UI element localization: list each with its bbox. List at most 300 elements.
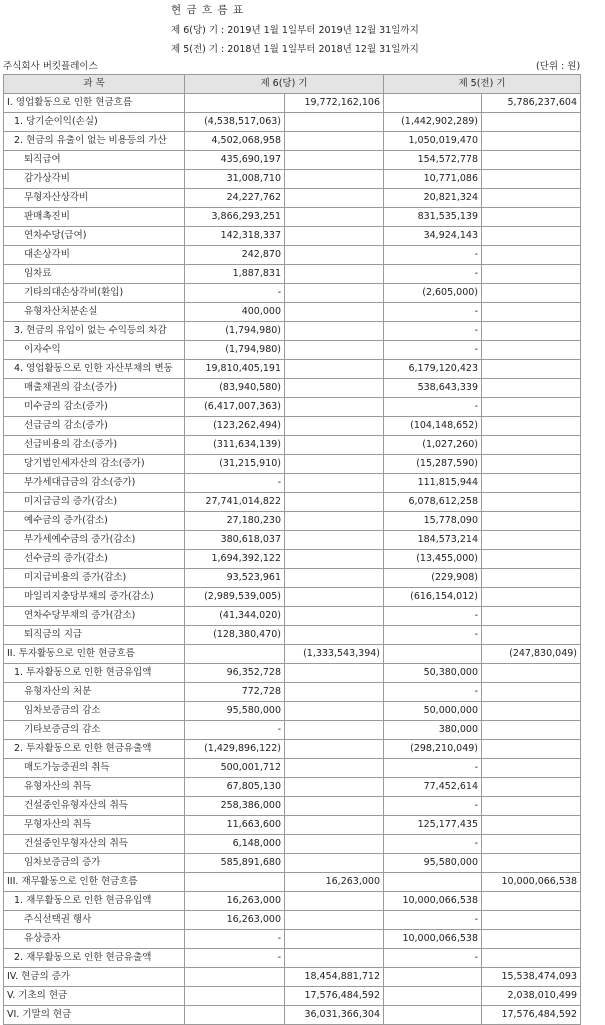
current-total-amount bbox=[285, 227, 384, 246]
prior-detail-amount: 1,050,019,470 bbox=[384, 132, 482, 151]
row-label: 미지급금의 증가(감소) bbox=[4, 493, 185, 512]
prior-total-amount bbox=[482, 664, 581, 683]
prior-total-amount bbox=[482, 360, 581, 379]
prior-total-amount bbox=[482, 189, 581, 208]
table-row bbox=[4, 455, 581, 474]
current-detail-amount: 242,870 bbox=[185, 246, 285, 265]
prior-total-amount bbox=[482, 531, 581, 550]
prior-detail-amount: 184,573,214 bbox=[384, 531, 482, 550]
prior-total-amount bbox=[482, 493, 581, 512]
current-detail-amount bbox=[185, 873, 285, 892]
current-detail-amount bbox=[185, 968, 285, 987]
prior-total-amount bbox=[482, 835, 581, 854]
current-detail-amount: 585,891,680 bbox=[185, 854, 285, 873]
current-total-amount bbox=[285, 550, 384, 569]
current-total-amount bbox=[285, 113, 384, 132]
prior-detail-amount: - bbox=[384, 911, 482, 930]
row-label: 유형자산처분손실 bbox=[4, 303, 185, 322]
current-total-amount bbox=[285, 531, 384, 550]
current-total-amount bbox=[285, 778, 384, 797]
current-total-amount: 18,454,881,712 bbox=[285, 968, 384, 987]
table-row bbox=[4, 113, 581, 132]
current-detail-amount: 4,502,068,958 bbox=[185, 132, 285, 151]
prior-total-amount bbox=[482, 607, 581, 626]
prior-detail-amount: - bbox=[384, 949, 482, 968]
prior-detail-amount: - bbox=[384, 835, 482, 854]
unit-label: (단위 : 원) bbox=[536, 61, 581, 72]
prior-total-amount bbox=[482, 151, 581, 170]
current-detail-amount: 142,318,337 bbox=[185, 227, 285, 246]
prior-total-amount bbox=[482, 474, 581, 493]
table-row bbox=[4, 911, 581, 930]
row-label: 2. 재무활동으로 인한 현금유출액 bbox=[4, 949, 185, 968]
row-label: 유상증자 bbox=[4, 930, 185, 949]
current-total-amount bbox=[285, 664, 384, 683]
current-total-amount bbox=[285, 626, 384, 645]
current-total-amount bbox=[285, 379, 384, 398]
current-detail-amount: (83,940,580) bbox=[185, 379, 285, 398]
prior-detail-amount: - bbox=[384, 322, 482, 341]
current-detail-amount: 95,580,000 bbox=[185, 702, 285, 721]
current-detail-amount: 96,352,728 bbox=[185, 664, 285, 683]
row-label: 이자수익 bbox=[4, 341, 185, 360]
table-row bbox=[4, 246, 581, 265]
current-detail-amount: 6,148,000 bbox=[185, 835, 285, 854]
current-total-amount bbox=[285, 436, 384, 455]
row-label: III. 재무활동으로 인한 현금흐름 bbox=[4, 873, 185, 892]
row-label: II. 투자활동으로 인한 현금흐름 bbox=[4, 645, 185, 664]
prior-total-amount bbox=[482, 246, 581, 265]
current-total-amount bbox=[285, 930, 384, 949]
prior-detail-amount: (104,148,652) bbox=[384, 417, 482, 436]
row-label: 임차보증금의 증가 bbox=[4, 854, 185, 873]
current-detail-amount: 1,694,392,122 bbox=[185, 550, 285, 569]
current-detail-amount: (2,989,539,005) bbox=[185, 588, 285, 607]
table-row bbox=[4, 550, 581, 569]
table-row bbox=[4, 607, 581, 626]
current-total-amount bbox=[285, 360, 384, 379]
current-detail-amount: - bbox=[185, 930, 285, 949]
prior-detail-amount: 34,924,143 bbox=[384, 227, 482, 246]
prior-detail-amount: (13,455,000) bbox=[384, 550, 482, 569]
prior-detail-amount: (1,027,260) bbox=[384, 436, 482, 455]
prior-total-amount: 15,538,474,093 bbox=[482, 968, 581, 987]
table-row bbox=[4, 645, 581, 664]
prior-detail-amount: 831,535,139 bbox=[384, 208, 482, 227]
prior-total-amount bbox=[482, 854, 581, 873]
current-detail-amount: - bbox=[185, 949, 285, 968]
table-row bbox=[4, 588, 581, 607]
current-detail-amount: - bbox=[185, 474, 285, 493]
prior-total-amount: 2,038,010,499 bbox=[482, 987, 581, 1006]
table-row bbox=[4, 873, 581, 892]
prior-total-amount bbox=[482, 303, 581, 322]
row-label: 기타보증금의 감소 bbox=[4, 721, 185, 740]
current-total-amount bbox=[285, 835, 384, 854]
current-total-amount bbox=[285, 702, 384, 721]
table-row bbox=[4, 436, 581, 455]
prior-detail-amount: 50,380,000 bbox=[384, 664, 482, 683]
current-detail-amount: 3,866,293,251 bbox=[185, 208, 285, 227]
current-detail-amount: (311,634,139) bbox=[185, 436, 285, 455]
row-label: 연차수당부채의 증가(감소) bbox=[4, 607, 185, 626]
table-row bbox=[4, 930, 581, 949]
current-total-amount bbox=[285, 170, 384, 189]
current-total-amount bbox=[285, 683, 384, 702]
prior-detail-amount bbox=[384, 94, 482, 113]
prior-total-amount bbox=[482, 132, 581, 151]
current-total-amount bbox=[285, 588, 384, 607]
prior-detail-amount: 10,771,086 bbox=[384, 170, 482, 189]
current-total-amount bbox=[285, 284, 384, 303]
prior-detail-amount: 125,177,435 bbox=[384, 816, 482, 835]
current-detail-amount: 258,386,000 bbox=[185, 797, 285, 816]
prior-total-amount bbox=[482, 911, 581, 930]
table-row bbox=[4, 531, 581, 550]
table-row bbox=[4, 626, 581, 645]
current-detail-amount: 772,728 bbox=[185, 683, 285, 702]
row-label: 2. 현금의 유출이 없는 비용등의 가산 bbox=[4, 132, 185, 151]
prior-detail-amount: 6,078,612,258 bbox=[384, 493, 482, 512]
current-total-amount bbox=[285, 455, 384, 474]
prior-total-amount bbox=[482, 702, 581, 721]
prior-total-amount bbox=[482, 322, 581, 341]
prior-total-amount bbox=[482, 398, 581, 417]
row-label: 퇴직급여 bbox=[4, 151, 185, 170]
current-total-amount bbox=[285, 854, 384, 873]
prior-detail-amount bbox=[384, 968, 482, 987]
table-row bbox=[4, 759, 581, 778]
prior-total-amount bbox=[482, 816, 581, 835]
table-row bbox=[4, 265, 581, 284]
prior-detail-amount bbox=[384, 1006, 482, 1025]
table-row bbox=[4, 1006, 581, 1025]
header-item: 과 목 bbox=[4, 75, 185, 94]
prior-detail-amount: 111,815,944 bbox=[384, 474, 482, 493]
prior-total-amount: 10,000,066,538 bbox=[482, 873, 581, 892]
row-label: 선급비용의 감소(증가) bbox=[4, 436, 185, 455]
prior-detail-amount: 50,000,000 bbox=[384, 702, 482, 721]
current-total-amount: 36,031,366,304 bbox=[285, 1006, 384, 1025]
current-detail-amount: 11,663,600 bbox=[185, 816, 285, 835]
prior-total-amount bbox=[482, 778, 581, 797]
table-row bbox=[4, 702, 581, 721]
row-label: 마일리지충당부채의 증가(감소) bbox=[4, 588, 185, 607]
row-label: 매도가능증권의 취득 bbox=[4, 759, 185, 778]
current-total-amount bbox=[285, 493, 384, 512]
prior-total-amount bbox=[482, 436, 581, 455]
prior-total-amount bbox=[482, 759, 581, 778]
row-label: 미지급비용의 증가(감소) bbox=[4, 569, 185, 588]
table-row bbox=[4, 512, 581, 531]
prior-total-amount bbox=[482, 930, 581, 949]
prior-detail-amount bbox=[384, 987, 482, 1006]
current-detail-amount: (1,794,980) bbox=[185, 341, 285, 360]
current-detail-amount: (1,794,980) bbox=[185, 322, 285, 341]
current-total-amount bbox=[285, 512, 384, 531]
current-detail-amount: 1,887,831 bbox=[185, 265, 285, 284]
current-detail-amount bbox=[185, 94, 285, 113]
table-row bbox=[4, 740, 581, 759]
prior-detail-amount: 10,000,066,538 bbox=[384, 930, 482, 949]
current-total-amount bbox=[285, 816, 384, 835]
table-row bbox=[4, 227, 581, 246]
current-total-amount: 16,263,000 bbox=[285, 873, 384, 892]
table-row bbox=[4, 303, 581, 322]
prior-total-amount bbox=[482, 208, 581, 227]
table-row bbox=[4, 132, 581, 151]
prior-total-amount bbox=[482, 341, 581, 360]
table-row bbox=[4, 189, 581, 208]
current-detail-amount bbox=[185, 645, 285, 664]
table-row bbox=[4, 721, 581, 740]
row-label: 미수금의 감소(증가) bbox=[4, 398, 185, 417]
current-total-amount bbox=[285, 189, 384, 208]
table-body bbox=[4, 94, 581, 1025]
row-label: 1. 재무활동으로 인한 현금유입액 bbox=[4, 892, 185, 911]
current-detail-amount: - bbox=[185, 284, 285, 303]
prior-detail-amount: 10,000,066,538 bbox=[384, 892, 482, 911]
table-header-row bbox=[4, 75, 581, 94]
table-row bbox=[4, 569, 581, 588]
prior-detail-amount: (298,210,049) bbox=[384, 740, 482, 759]
current-detail-amount: 16,263,000 bbox=[185, 892, 285, 911]
row-label: 당기법인세자산의 감소(증가) bbox=[4, 455, 185, 474]
table-row bbox=[4, 854, 581, 873]
current-total-amount bbox=[285, 303, 384, 322]
current-total-amount bbox=[285, 246, 384, 265]
prior-total-amount bbox=[482, 797, 581, 816]
row-label: 1. 당기순이익(손실) bbox=[4, 113, 185, 132]
row-label: VI. 기말의 현금 bbox=[4, 1006, 185, 1025]
prior-detail-amount: - bbox=[384, 797, 482, 816]
row-label: 연차수당(급여) bbox=[4, 227, 185, 246]
current-detail-amount: 24,227,762 bbox=[185, 189, 285, 208]
prior-total-amount bbox=[482, 569, 581, 588]
table-row bbox=[4, 987, 581, 1006]
current-total-amount bbox=[285, 474, 384, 493]
statement-title: 현 금 흐 름 표 bbox=[171, 4, 245, 16]
header-prior-period: 제 5(전) 기 bbox=[384, 75, 581, 94]
prior-detail-amount: 6,179,120,423 bbox=[384, 360, 482, 379]
prior-detail-amount: (15,287,590) bbox=[384, 455, 482, 474]
row-label: 선급금의 감소(증가) bbox=[4, 417, 185, 436]
prior-detail-amount: - bbox=[384, 607, 482, 626]
prior-detail-amount: 20,821,324 bbox=[384, 189, 482, 208]
row-label: 무형자산상각비 bbox=[4, 189, 185, 208]
prior-detail-amount: - bbox=[384, 265, 482, 284]
prior-total-amount bbox=[482, 113, 581, 132]
row-label: I. 영업활동으로 인한 현금흐름 bbox=[4, 94, 185, 113]
current-detail-amount: (123,262,494) bbox=[185, 417, 285, 436]
current-period-text: 제 6(당) 기 : 2019년 1월 1일부터 2019년 12월 31일까지 bbox=[171, 25, 419, 36]
table-row bbox=[4, 417, 581, 436]
current-detail-amount: 19,810,405,191 bbox=[185, 360, 285, 379]
current-total-amount bbox=[285, 322, 384, 341]
table-row bbox=[4, 398, 581, 417]
prior-total-amount: (247,830,049) bbox=[482, 645, 581, 664]
table-row bbox=[4, 379, 581, 398]
prior-total-amount bbox=[482, 949, 581, 968]
current-detail-amount: 435,690,197 bbox=[185, 151, 285, 170]
current-detail-amount: (128,380,470) bbox=[185, 626, 285, 645]
company-name: 주식회사 버킷플레이스 bbox=[3, 61, 98, 72]
current-detail-amount: 400,000 bbox=[185, 303, 285, 322]
prior-detail-amount: 95,580,000 bbox=[384, 854, 482, 873]
row-label: 건설중인유형자산의 취득 bbox=[4, 797, 185, 816]
prior-detail-amount: - bbox=[384, 246, 482, 265]
table-row bbox=[4, 797, 581, 816]
row-label: V. 기초의 현금 bbox=[4, 987, 185, 1006]
current-detail-amount: - bbox=[185, 721, 285, 740]
current-detail-amount: 380,618,037 bbox=[185, 531, 285, 550]
row-label: 2. 투자활동으로 인한 현금유출액 bbox=[4, 740, 185, 759]
prior-total-amount: 17,576,484,592 bbox=[482, 1006, 581, 1025]
table-row bbox=[4, 322, 581, 341]
current-detail-amount bbox=[185, 987, 285, 1006]
table-row bbox=[4, 778, 581, 797]
prior-detail-amount: (229,908) bbox=[384, 569, 482, 588]
current-total-amount bbox=[285, 721, 384, 740]
prior-total-amount bbox=[482, 284, 581, 303]
table-row bbox=[4, 664, 581, 683]
prior-total-amount bbox=[482, 417, 581, 436]
row-label: 대손상각비 bbox=[4, 246, 185, 265]
current-detail-amount: (41,344,020) bbox=[185, 607, 285, 626]
row-label: 유형자산의 취득 bbox=[4, 778, 185, 797]
current-detail-amount: (4,538,517,063) bbox=[185, 113, 285, 132]
prior-detail-amount bbox=[384, 645, 482, 664]
table-row bbox=[4, 170, 581, 189]
table-row bbox=[4, 151, 581, 170]
prior-detail-amount: (1,442,902,289) bbox=[384, 113, 482, 132]
current-total-amount: 19,772,162,106 bbox=[285, 94, 384, 113]
table-row bbox=[4, 816, 581, 835]
prior-detail-amount: (616,154,012) bbox=[384, 588, 482, 607]
row-label: 4. 영업활동으로 인한 자산부채의 변동 bbox=[4, 360, 185, 379]
current-detail-amount: 27,741,014,822 bbox=[185, 493, 285, 512]
table-row bbox=[4, 968, 581, 987]
current-total-amount bbox=[285, 740, 384, 759]
row-label: 선수금의 증가(감소) bbox=[4, 550, 185, 569]
row-label: 부가세대급금의 감소(증가) bbox=[4, 474, 185, 493]
row-label: 판매촉진비 bbox=[4, 208, 185, 227]
current-total-amount bbox=[285, 398, 384, 417]
current-total-amount bbox=[285, 151, 384, 170]
prior-total-amount bbox=[482, 740, 581, 759]
prior-total-amount bbox=[482, 588, 581, 607]
prior-detail-amount: 380,000 bbox=[384, 721, 482, 740]
current-total-amount bbox=[285, 265, 384, 284]
table-row bbox=[4, 892, 581, 911]
current-detail-amount: 31,008,710 bbox=[185, 170, 285, 189]
row-label: 무형자산의 취득 bbox=[4, 816, 185, 835]
prior-total-amount bbox=[482, 550, 581, 569]
prior-total-amount bbox=[482, 379, 581, 398]
prior-period-text: 제 5(전) 기 : 2018년 1월 1일부터 2018년 12월 31일까지 bbox=[171, 44, 419, 55]
prior-total-amount bbox=[482, 455, 581, 474]
row-label: 매출채권의 감소(증가) bbox=[4, 379, 185, 398]
prior-total-amount bbox=[482, 227, 581, 246]
table-row bbox=[4, 493, 581, 512]
prior-detail-amount: 15,778,090 bbox=[384, 512, 482, 531]
prior-total-amount bbox=[482, 683, 581, 702]
row-label: 부가세예수금의 증가(감소) bbox=[4, 531, 185, 550]
table-row bbox=[4, 835, 581, 854]
table-row bbox=[4, 949, 581, 968]
current-total-amount bbox=[285, 892, 384, 911]
row-label: 퇴직금의 지급 bbox=[4, 626, 185, 645]
row-label: 임차료 bbox=[4, 265, 185, 284]
current-detail-amount: 500,001,712 bbox=[185, 759, 285, 778]
table-row bbox=[4, 341, 581, 360]
table-row bbox=[4, 94, 581, 113]
prior-total-amount bbox=[482, 170, 581, 189]
current-total-amount bbox=[285, 569, 384, 588]
row-label: 기타의대손상각비(환입) bbox=[4, 284, 185, 303]
current-total-amount bbox=[285, 797, 384, 816]
current-total-amount bbox=[285, 607, 384, 626]
current-detail-amount bbox=[185, 1006, 285, 1025]
prior-detail-amount: 154,572,778 bbox=[384, 151, 482, 170]
prior-detail-amount: (2,605,000) bbox=[384, 284, 482, 303]
header-current-period: 제 6(당) 기 bbox=[185, 75, 384, 94]
row-label: 유형자산의 처분 bbox=[4, 683, 185, 702]
current-total-amount bbox=[285, 417, 384, 436]
current-total-amount bbox=[285, 341, 384, 360]
prior-detail-amount: - bbox=[384, 303, 482, 322]
prior-total-amount: 5,786,237,604 bbox=[482, 94, 581, 113]
table-row bbox=[4, 284, 581, 303]
prior-total-amount bbox=[482, 721, 581, 740]
table-row bbox=[4, 474, 581, 493]
prior-detail-amount: - bbox=[384, 341, 482, 360]
row-label: 3. 현금의 유입이 없는 수익등의 차감 bbox=[4, 322, 185, 341]
current-detail-amount: (6,417,007,363) bbox=[185, 398, 285, 417]
current-detail-amount: 27,180,230 bbox=[185, 512, 285, 531]
prior-detail-amount bbox=[384, 873, 482, 892]
current-total-amount bbox=[285, 759, 384, 778]
prior-total-amount bbox=[482, 512, 581, 531]
current-total-amount bbox=[285, 911, 384, 930]
prior-detail-amount: - bbox=[384, 759, 482, 778]
table-row bbox=[4, 208, 581, 227]
current-detail-amount: 93,523,961 bbox=[185, 569, 285, 588]
prior-total-amount bbox=[482, 626, 581, 645]
prior-total-amount bbox=[482, 892, 581, 911]
table-row bbox=[4, 683, 581, 702]
prior-detail-amount: - bbox=[384, 683, 482, 702]
prior-detail-amount: - bbox=[384, 398, 482, 417]
current-total-amount bbox=[285, 208, 384, 227]
row-label: 1. 투자활동으로 인한 현금유입액 bbox=[4, 664, 185, 683]
row-label: 주식선택권 행사 bbox=[4, 911, 185, 930]
row-label: IV. 현금의 증가 bbox=[4, 968, 185, 987]
row-label: 감가상각비 bbox=[4, 170, 185, 189]
row-label: 건설중인무형자산의 취득 bbox=[4, 835, 185, 854]
prior-detail-amount: 538,643,339 bbox=[384, 379, 482, 398]
current-detail-amount: 16,263,000 bbox=[185, 911, 285, 930]
current-detail-amount: (1,429,896,122) bbox=[185, 740, 285, 759]
current-total-amount: (1,333,543,394) bbox=[285, 645, 384, 664]
prior-detail-amount: 77,452,614 bbox=[384, 778, 482, 797]
row-label: 예수금의 증가(감소) bbox=[4, 512, 185, 531]
current-total-amount: 17,576,484,592 bbox=[285, 987, 384, 1006]
row-label: 임차보증금의 감소 bbox=[4, 702, 185, 721]
current-total-amount bbox=[285, 949, 384, 968]
current-total-amount bbox=[285, 132, 384, 151]
current-detail-amount: 67,805,130 bbox=[185, 778, 285, 797]
